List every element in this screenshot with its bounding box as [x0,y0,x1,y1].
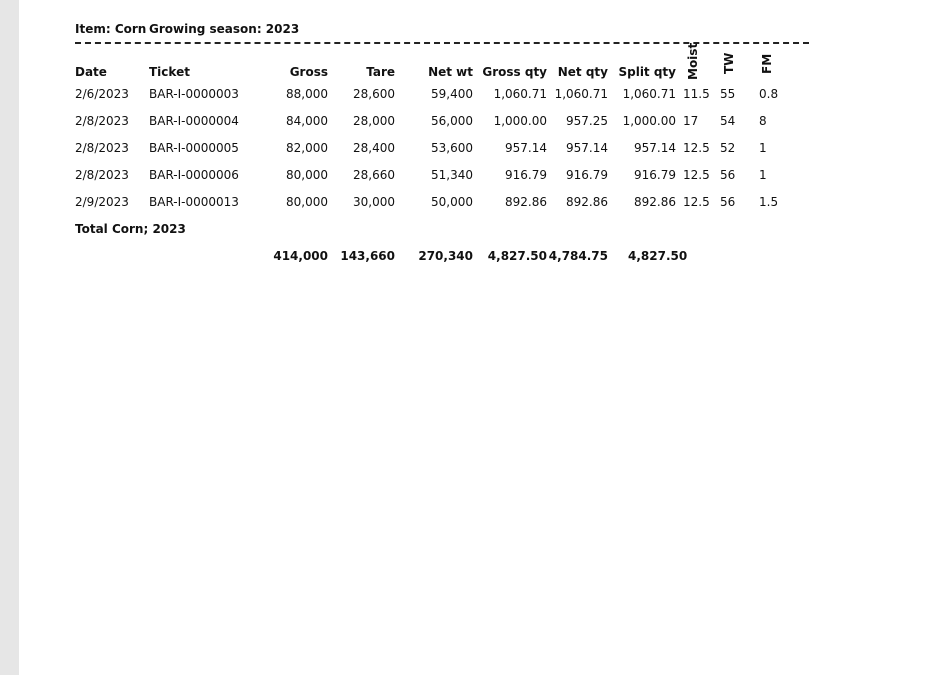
cell-gross: 82,000 [286,141,328,155]
cell-net-qty: 957.25 [566,114,608,128]
cell-gross-qty: 957.14 [505,141,547,155]
cell-moist: 12.5 [683,141,710,155]
cell-split-qty: 957.14 [634,141,676,155]
total-net-wt: 270,340 [418,249,473,263]
cell-date: 2/9/2023 [75,195,129,209]
cell-gross-qty: 916.79 [505,168,547,182]
cell-ticket: BAR-I-0000003 [149,87,239,101]
cell-net-wt: 59,400 [431,87,473,101]
cell-gross-qty: 1,060.71 [493,87,547,101]
col-header-gross: Gross [289,65,328,79]
cell-net-wt: 50,000 [431,195,473,209]
cell-date: 2/8/2023 [75,168,129,182]
cell-gross: 88,000 [286,87,328,101]
cell-gross: 80,000 [286,168,328,182]
season-label: Growing season: 2023 [149,22,300,36]
cell-moist: 11.5 [683,87,710,101]
total-net-qty: 4,784.75 [548,249,608,263]
total-tare: 143,660 [340,249,395,263]
cell-split-qty: 892.86 [634,195,676,209]
cell-moist: 17 [683,114,699,128]
cell-net-qty: 916.79 [566,168,608,182]
cell-tare: 28,600 [353,87,395,101]
cell-net-wt: 56,000 [431,114,473,128]
cell-split-qty: 916.79 [634,168,676,182]
cell-gross-qty: 1,000.00 [493,114,547,128]
cell-moist: 12.5 [683,195,710,209]
col-header-moist: Moist [686,42,700,80]
cell-tw: 55 [720,87,736,101]
report-page [19,0,937,675]
cell-tw: 56 [720,168,736,182]
total-label: Total Corn; 2023 [75,222,186,236]
cell-tare: 28,660 [353,168,395,182]
cell-ticket: BAR-I-0000005 [149,141,239,155]
item-label: Item: Corn [75,22,147,36]
col-header-net-qty: Net qty [557,65,608,79]
col-header-split-qty: Split qty [618,65,676,79]
cell-net-qty: 892.86 [566,195,608,209]
cell-tw: 54 [720,114,736,128]
cell-fm: 1 [759,168,767,182]
total-gross: 414,000 [273,249,328,263]
col-header-tw: TW [722,52,736,74]
cell-tare: 30,000 [353,195,395,209]
cell-fm: 8 [759,114,767,128]
cell-fm: 1 [759,141,767,155]
cell-gross-qty: 892.86 [505,195,547,209]
cell-date: 2/8/2023 [75,141,129,155]
cell-net-wt: 53,600 [431,141,473,155]
cell-net-qty: 1,060.71 [554,87,608,101]
cell-net-qty: 957.14 [566,141,608,155]
cell-tare: 28,400 [353,141,395,155]
col-header-net-wt: Net wt [428,65,473,79]
cell-split-qty: 1,060.71 [622,87,676,101]
cell-moist: 12.5 [683,168,710,182]
cell-ticket: BAR-I-0000004 [149,114,239,128]
cell-gross: 80,000 [286,195,328,209]
cell-tw: 56 [720,195,736,209]
cell-tw: 52 [720,141,736,155]
cell-ticket: BAR-I-0000006 [149,168,239,182]
col-header-gross-qty: Gross qty [482,65,547,79]
col-header-fm: FM [760,53,774,74]
cell-split-qty: 1,000.00 [622,114,676,128]
cell-date: 2/6/2023 [75,87,129,101]
cell-date: 2/8/2023 [75,114,129,128]
cell-net-wt: 51,340 [431,168,473,182]
cell-tare: 28,000 [353,114,395,128]
total-gross-qty: 4,827.50 [487,249,547,263]
cell-gross: 84,000 [286,114,328,128]
col-header-ticket: Ticket [149,65,190,79]
total-split-qty: 4,827.50 [628,249,688,263]
cell-fm: 1.5 [759,195,779,209]
col-header-tare: Tare [366,65,395,79]
cell-ticket: BAR-I-0000013 [149,195,239,209]
col-header-date: Date [75,65,107,79]
cell-fm: 0.8 [759,87,779,101]
